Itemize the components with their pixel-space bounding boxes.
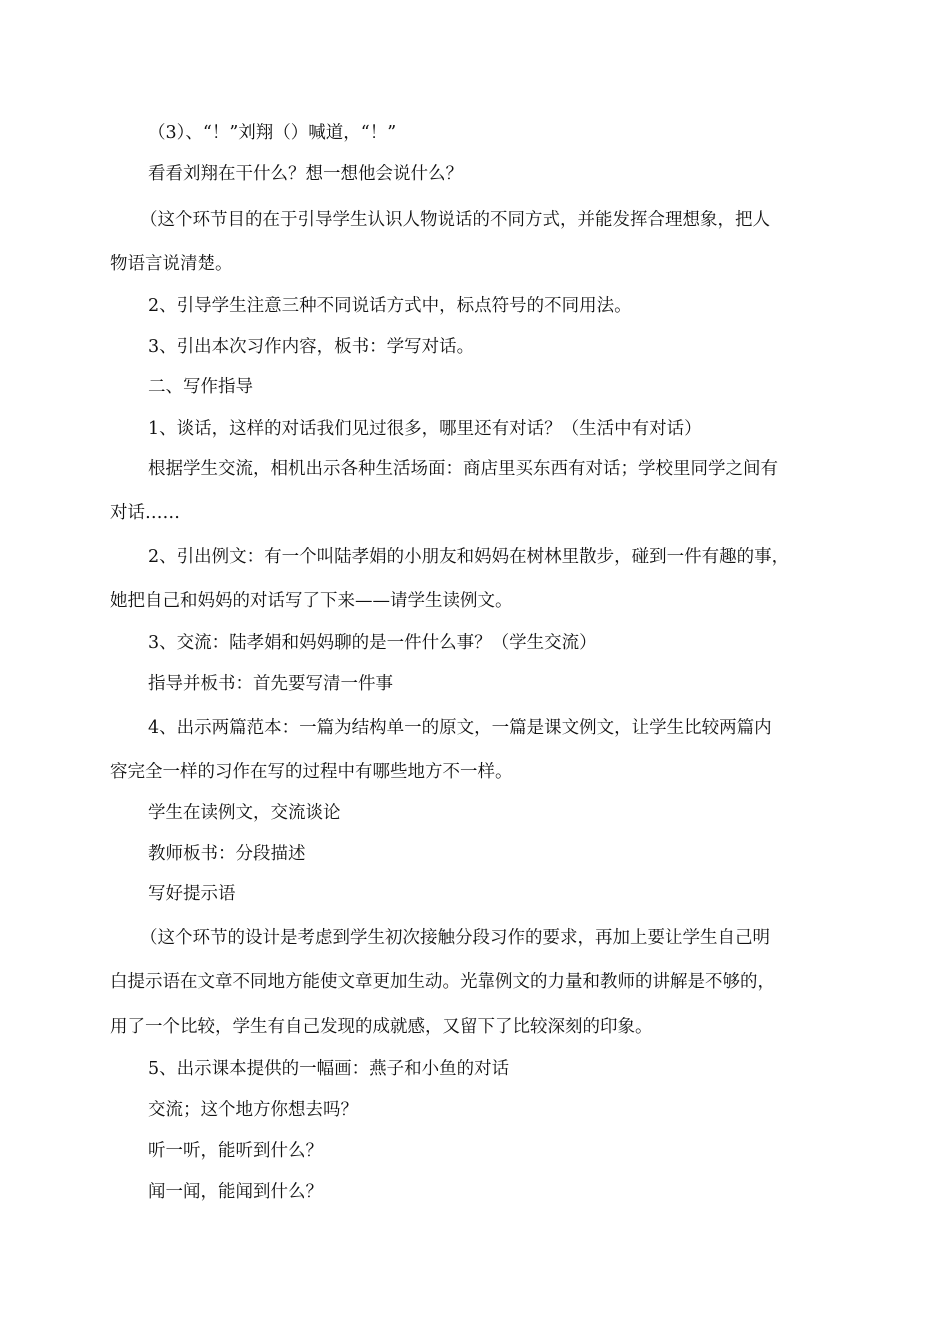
- text-line: 物语言说清楚。: [110, 254, 233, 274]
- text-line: 1、谈话，这样的对话我们见过很多，哪里还有对话？（生活中有对话）: [148, 419, 702, 439]
- section-heading: 二、写作指导: [148, 377, 253, 397]
- text-line: 用了一个比较，学生有自己发现的成就感，又留下了比较深刻的印象。: [110, 1017, 653, 1037]
- text-line: 写好提示语: [148, 884, 236, 904]
- text-line: 白提示语在文章不同地方能使文章更加生动。光靠例文的力量和教师的讲解是不够的，: [110, 972, 775, 992]
- text-line: 看看刘翔在干什么？想一想他会说什么？: [148, 164, 463, 184]
- text-line: （3）、“！”刘翔（）喊道，“！”: [148, 123, 397, 143]
- text-line: 教师板书：分段描述: [148, 844, 306, 864]
- text-line: 指导并板书：首先要写清一件事: [148, 674, 393, 694]
- text-line: （这个环节目的在于引导学生认识人物说话的不同方式，并能发挥合理想象，把人: [140, 210, 770, 230]
- text-line: 3、交流：陆孝娟和妈妈聊的是一件什么事？（学生交流）: [148, 633, 597, 653]
- text-line: 听一听，能听到什么？: [148, 1141, 323, 1161]
- text-line: 2、引出例文：有一个叫陆孝娟的小朋友和妈妈在树林里散步，碰到一件有趣的事，: [148, 547, 790, 567]
- text-line: 2、引导学生注意三种不同说话方式中，标点符号的不同用法。: [148, 296, 632, 316]
- text-line: 对话……: [110, 503, 180, 523]
- text-line: 交流；这个地方你想去吗？: [148, 1100, 358, 1120]
- text-line: 根据学生交流，相机出示各种生活场面：商店里买东西有对话；学校里同学之间有: [148, 459, 778, 479]
- text-line: （这个环节的设计是考虑到学生初次接触分段习作的要求，再加上要让学生自己明: [140, 928, 770, 948]
- text-line: 闻一闻，能闻到什么？: [148, 1182, 323, 1202]
- text-line: 她把自己和妈妈的对话写了下来——请学生读例文。: [110, 591, 513, 611]
- text-line: 容完全一样的习作在写的过程中有哪些地方不一样。: [110, 762, 513, 782]
- text-line: 学生在读例文，交流谈论: [148, 803, 341, 823]
- text-line: 5、出示课本提供的一幅画：燕子和小鱼的对话: [148, 1059, 510, 1079]
- text-line: 4、出示两篇范本：一篇为结构单一的原文，一篇是课文例文，让学生比较两篇内: [148, 718, 772, 738]
- text-line: 3、引出本次习作内容，板书：学写对话。: [148, 337, 475, 357]
